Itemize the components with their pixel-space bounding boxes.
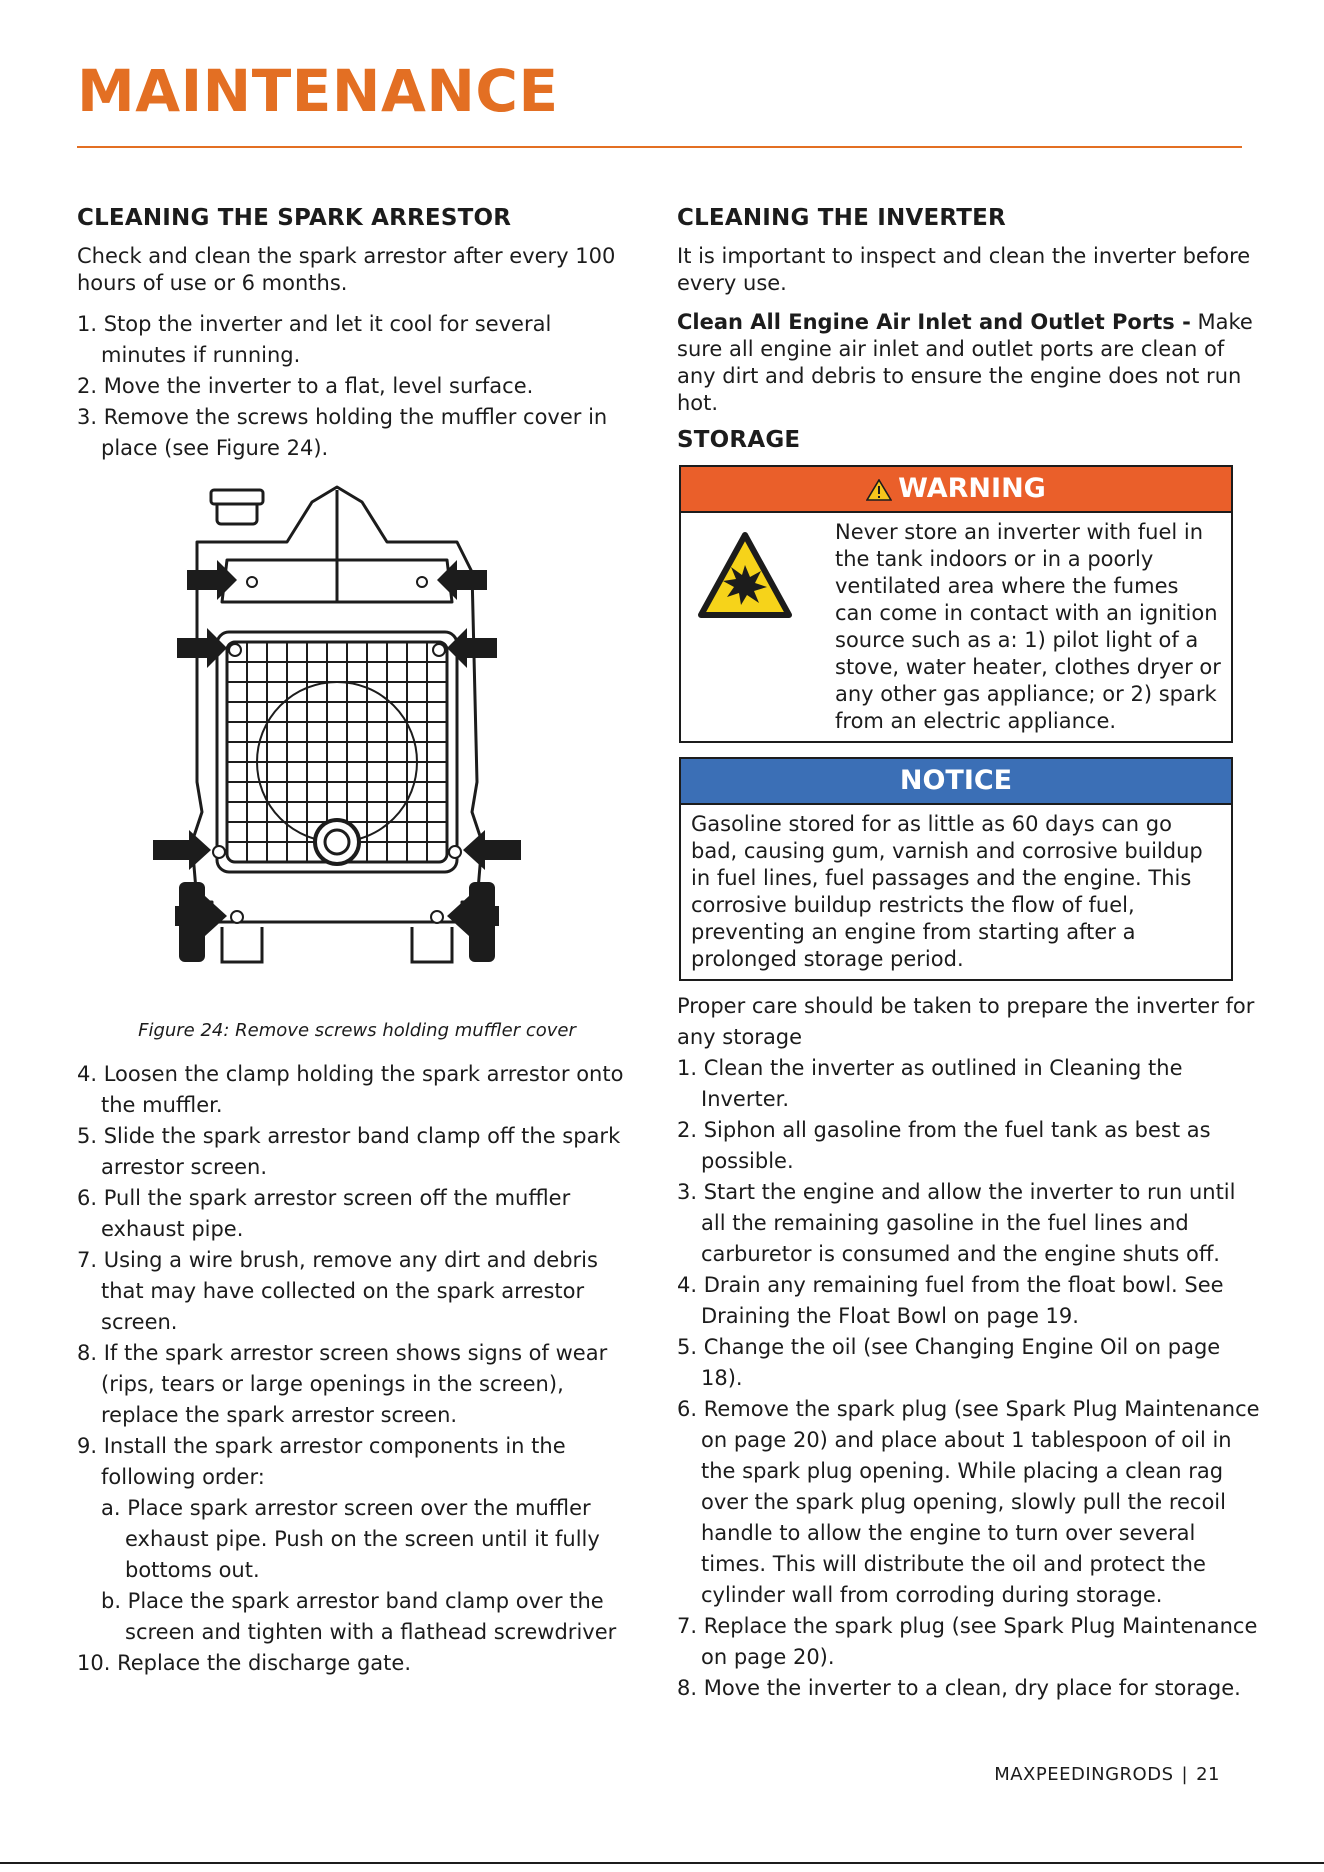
bottom-divider	[0, 1862, 1324, 1864]
list-item: 6. Remove the spark plug (see Spark Plug Maintenance on page 20) and place about 1 tablespoon of oil in the spark plug opening. While placing a clean rag over the spark plug opening, slowly pull the recoil handle to allow the engine to turn over several times. This will distribute the oil and protect the cylinder wall from corroding during storage.	[677, 1397, 1260, 1607]
footer-brand: MAXPEEDINGRODS	[994, 1764, 1174, 1785]
warning-body	[681, 513, 1231, 741]
list-item: 8. If the spark arrestor screen shows signs of wear (rips, tears or large openings in the screen), replace the spark arrestor screen.	[77, 1341, 608, 1427]
storage-steps	[677, 1053, 1263, 1704]
figure-caption: Figure 24: Remove screws holding muffler cover	[138, 1020, 576, 1041]
list-item: 9. Install the spark arrestor components in the following order:	[77, 1434, 566, 1489]
notice-text: Gasoline stored for as little as 60 days can go bad, causing gum, varnish and corrosive buildup in fuel lines, fuel passages and the engine. This corrosive buildup restricts the flow of fuel, preventing an engine from starting after a prolonged storage period.	[691, 812, 1203, 971]
warning-triangle-icon	[866, 479, 892, 501]
spark-arrestor-intro: Check and clean the spark arrestor after every 100 hours of use or 6 months.	[77, 244, 616, 295]
spark-arrestor-heading: CLEANING THE SPARK ARRESTOR	[77, 205, 512, 231]
title-divider	[77, 146, 1242, 148]
list-item: 7. Using a wire brush, remove any dirt and debris that may have collected on the spark arrestor screen.	[77, 1248, 598, 1334]
right-column	[677, 205, 1263, 1704]
notice-header: NOTICE	[681, 759, 1231, 805]
list-item: b. Place the spark arrestor band clamp over the screen and tighten with a flathead screwdriver	[101, 1589, 617, 1644]
list-item: 3. Start the engine and allow the inverter to run until all the remaining gasoline in the fuel lines and carburetor is consumed and the engine shuts off.	[677, 1180, 1236, 1266]
cleaning-inverter-intro: It is important to inspect and clean the inverter before every use.	[677, 244, 1251, 295]
cleaning-inverter-heading: CLEANING THE INVERTER	[677, 205, 1006, 231]
list-item: 4. Loosen the clamp holding the spark arrestor onto the muffler.	[77, 1062, 624, 1117]
storage-intro: Proper care should be taken to prepare the inverter for any storage	[677, 994, 1255, 1049]
list-item: 5. Slide the spark arrestor band clamp off the spark arrestor screen.	[77, 1124, 621, 1179]
list-item: 2. Siphon all gasoline from the fuel tank as best as possible.	[677, 1118, 1211, 1173]
spark-arrestor-steps-a	[77, 309, 637, 464]
list-item: 4. Drain any remaining fuel from the float bowl. See Draining the Float Bowl on page 19.	[677, 1273, 1224, 1328]
warning-box	[679, 465, 1233, 743]
list-item: 3. Remove the screws holding the muffler cover in place (see Figure 24).	[77, 405, 608, 460]
notice-box	[679, 757, 1233, 981]
install-substeps	[77, 1493, 637, 1648]
explosion-hazard-icon	[697, 519, 807, 735]
warning-header	[681, 467, 1231, 513]
list-item: 2. Move the inverter to a flat, level surface.	[77, 374, 534, 398]
list-item: 10. Replace the discharge gate.	[77, 1651, 412, 1675]
warning-text: Never store an inverter with fuel in the tank indoors or in a poorly ventilated area where the fumes can come in contact with an ignition source such as a: 1) pilot light of a stove, water heater, clothes dryer or any other gas appliance; or 2) spark from an electric appliance.	[835, 520, 1221, 733]
footer-separator: |	[1181, 1764, 1189, 1785]
storage-heading: STORAGE	[677, 427, 801, 453]
figure-24-inverter-diagram	[127, 482, 607, 1012]
list-item: 6. Pull the spark arrestor screen off the muffler exhaust pipe.	[77, 1186, 571, 1241]
left-column	[77, 205, 637, 1679]
list-item: 5. Change the oil (see Changing Engine Oil on page 18).	[677, 1335, 1221, 1390]
list-item: 1. Clean the inverter as outlined in Cleaning the Inverter.	[677, 1056, 1183, 1111]
spark-arrestor-steps-b	[77, 1059, 637, 1493]
list-item: 8. Move the inverter to a clean, dry place for storage.	[677, 1676, 1241, 1700]
ports-paragraph	[677, 309, 1263, 417]
warning-label: WARNING	[898, 473, 1046, 504]
ports-text: Make sure all engine air inlet and outlet ports are clean of any dirt and debris to ensure the engine does not run hot.	[677, 310, 1253, 415]
page-title: MAINTENANCE	[77, 57, 559, 125]
list-item: 1. Stop the inverter and let it cool for several minutes if running.	[77, 312, 552, 367]
page-number: 21	[1196, 1764, 1220, 1785]
list-item: 7. Replace the spark plug (see Spark Plug Maintenance on page 20).	[677, 1614, 1258, 1669]
inverter-illustration	[127, 482, 607, 1002]
spark-arrestor-step-10	[77, 1648, 637, 1679]
ports-label: Clean All Engine Air Inlet and Outlet Ports -	[677, 310, 1191, 334]
page-footer	[994, 1764, 1220, 1785]
list-item: a. Place spark arrestor screen over the muffler exhaust pipe. Push on the screen until it fully bottoms out.	[101, 1496, 600, 1582]
